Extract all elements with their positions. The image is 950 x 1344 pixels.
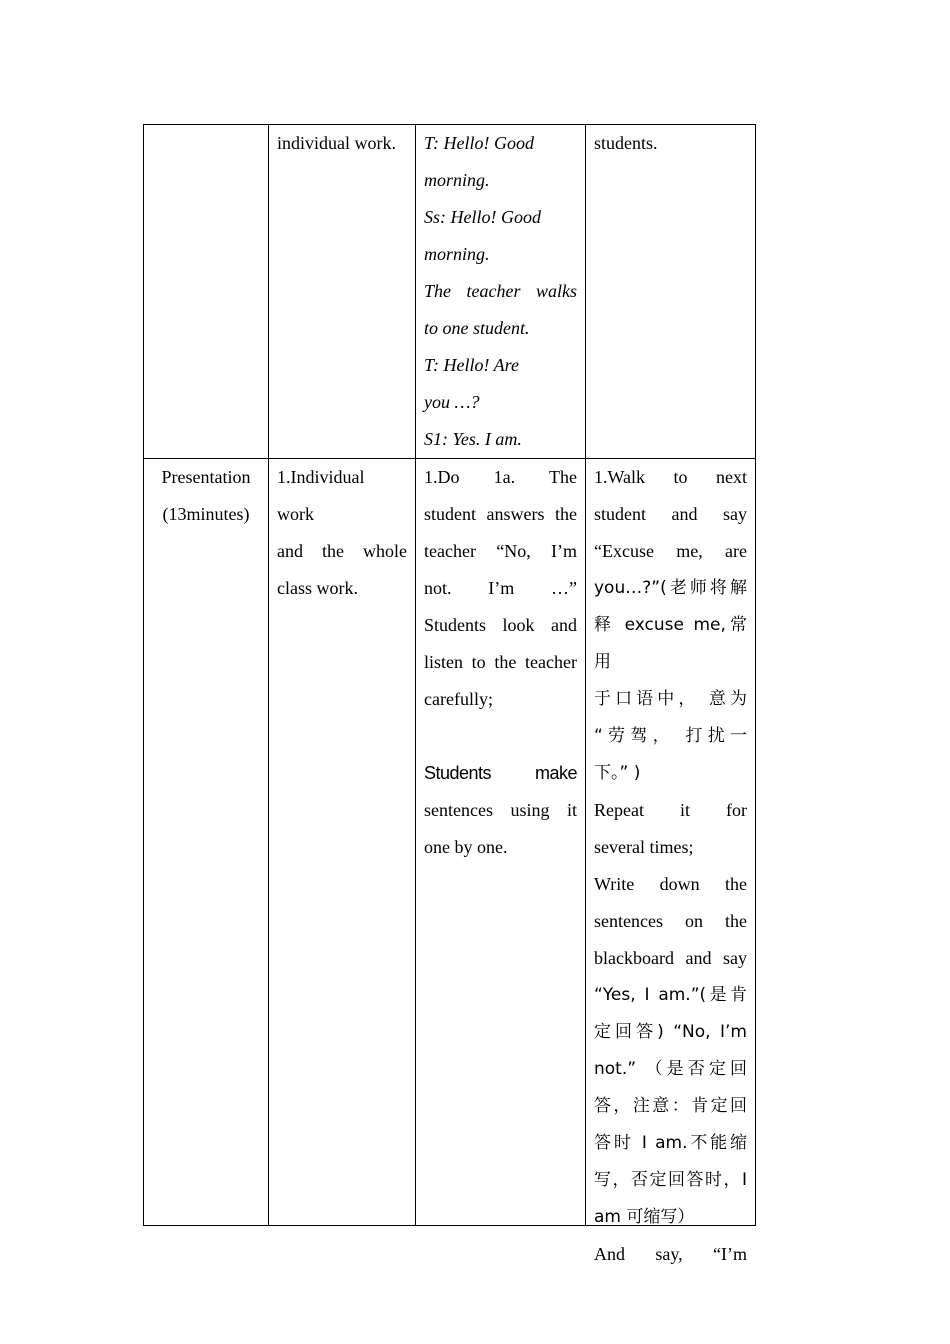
- teacher-line: Write down the: [594, 874, 747, 894]
- teacher-line: 答，注意：肯定回: [594, 1096, 747, 1116]
- form-text: individual work.: [277, 133, 396, 153]
- form-cell: [269, 459, 416, 1226]
- teacher-line: And say, “I’m: [594, 1244, 747, 1264]
- teacher-text: students.: [594, 133, 658, 153]
- student-line: T: Hello! Are: [424, 355, 519, 375]
- student-line: listen to the teacher: [424, 652, 577, 672]
- student-line: S1: Yes. I am.: [424, 429, 522, 449]
- form-line: class work.: [277, 578, 358, 598]
- teacher-line: 答时 I am.不能缩: [594, 1133, 747, 1153]
- student-line: Ss: Hello! Good: [424, 207, 541, 227]
- teacher-line: 释 excuse me,常用: [594, 615, 747, 672]
- student-line: morning.: [424, 244, 490, 264]
- teacher-line: “Yes, I am.”(是肯: [594, 985, 747, 1005]
- teacher-line: “Excuse me, are: [594, 541, 747, 561]
- stage-cell: [144, 125, 269, 459]
- student-line: teacher “No, I’m: [424, 541, 577, 561]
- student-line: sentences using it: [424, 800, 577, 820]
- student-line: The teacher walks: [424, 281, 577, 301]
- stage-cell: [144, 459, 269, 1226]
- table-row: [144, 125, 756, 459]
- teacher-line: sentences on the: [594, 911, 747, 931]
- teacher-line: several times;: [594, 837, 694, 857]
- blank-line: [424, 718, 577, 755]
- student-line: T: Hello! Good: [424, 133, 534, 153]
- teacher-line: 1.Walk to next: [594, 467, 747, 487]
- teacher-line: 下。” ): [594, 763, 641, 783]
- teacher-activity-cell: [586, 125, 756, 459]
- teacher-line: blackboard and say: [594, 948, 747, 968]
- stage-time: (13minutes): [162, 504, 250, 524]
- student-line: Students look and: [424, 615, 577, 635]
- student-line: not. I’m …”: [424, 578, 577, 598]
- teacher-line: “劳驾， 打扰一: [594, 726, 747, 746]
- teacher-line: 于口语中， 意为: [594, 689, 747, 709]
- student-line: 1.Do 1a. The: [424, 467, 577, 487]
- table-row: [144, 459, 756, 1226]
- student-activity-cell: [416, 459, 586, 1226]
- form-cell: [269, 125, 416, 459]
- teacher-line: you…?”(老师将解: [594, 578, 747, 598]
- student-line: one by one.: [424, 837, 508, 857]
- stage-name: Presentation: [161, 467, 251, 487]
- student-line: carefully;: [424, 689, 493, 709]
- form-line: work: [277, 504, 314, 524]
- teacher-line: not.” （是否定回: [594, 1059, 747, 1079]
- student-line: morning.: [424, 170, 490, 190]
- student-activity-cell: [416, 125, 586, 459]
- lesson-plan-table: [143, 124, 756, 1264]
- form-line: 1.Individual: [277, 467, 365, 487]
- student-line: to one student.: [424, 318, 530, 338]
- teacher-line: 定回答) “No, I’m: [594, 1022, 747, 1042]
- student-line: student answers the: [424, 504, 577, 524]
- teacher-line: 写，否定回答时，I: [594, 1170, 747, 1190]
- teacher-line: student and say: [594, 504, 747, 524]
- student-line: Students make: [424, 763, 577, 783]
- teacher-line: Repeat it for: [594, 800, 747, 820]
- teacher-activity-cell: [586, 459, 756, 1264]
- teacher-lines: [594, 459, 747, 1264]
- form-line: and the whole: [277, 541, 407, 561]
- student-line: you …?: [424, 392, 480, 412]
- teacher-line: am 可缩写）: [594, 1207, 695, 1227]
